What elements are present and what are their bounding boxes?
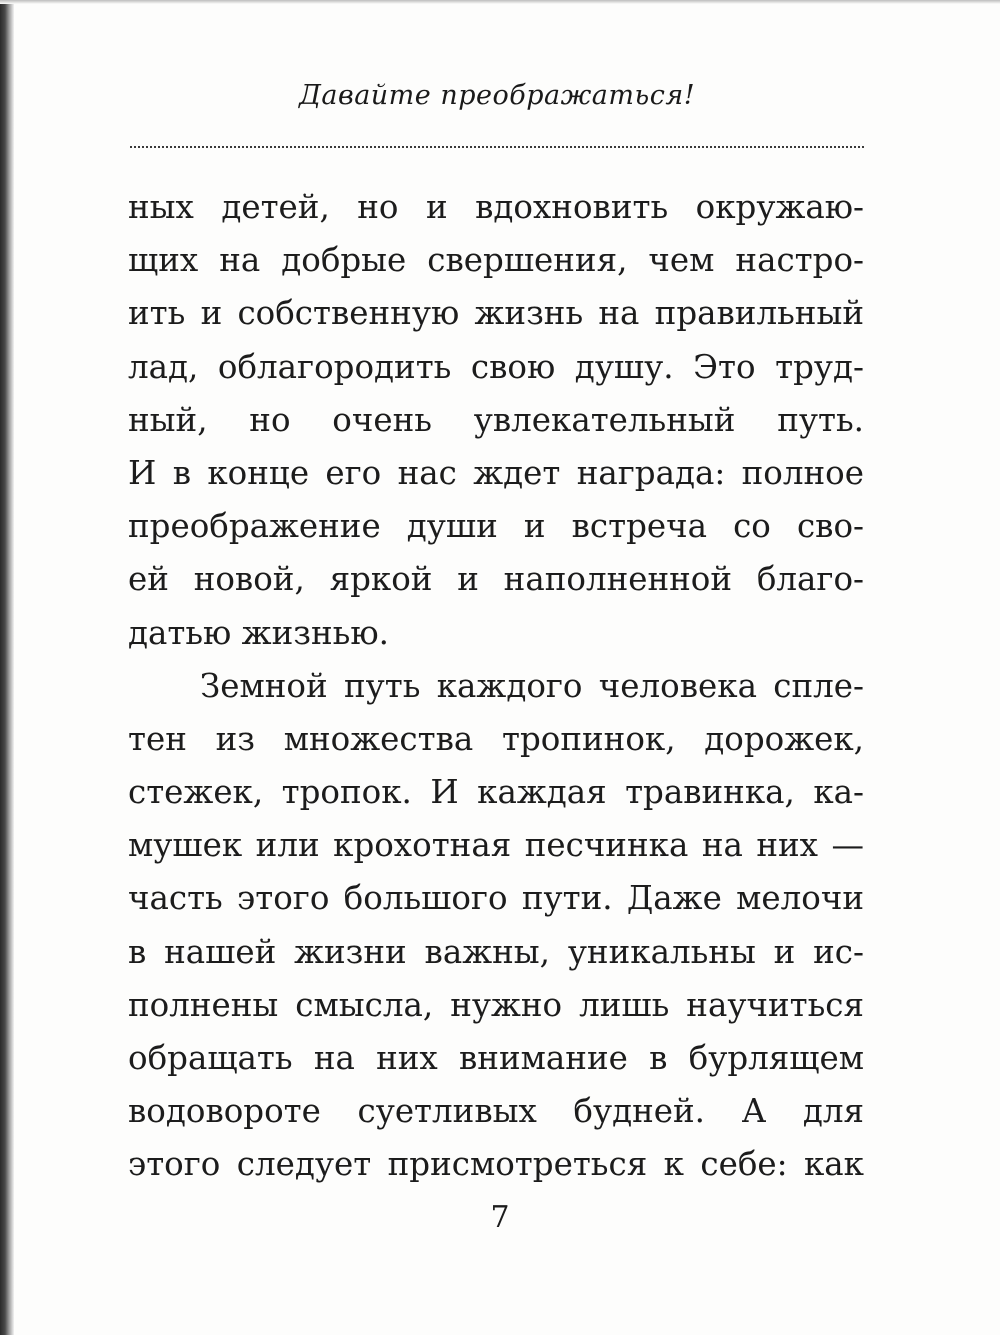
text-line-15: в нашей жизни важны, уникальны и ис- <box>128 932 864 971</box>
running-title: Давайте преображаться! <box>298 80 696 111</box>
scan-edge-left <box>0 0 14 1335</box>
text-line-11: тен из множества тропинок, дорожек, <box>128 719 864 758</box>
page-number: 7 <box>490 1200 510 1235</box>
text-line-10: Земной путь каждого человека спле- <box>200 666 864 705</box>
text-line-7: преображение души и встреча со сво- <box>128 507 864 546</box>
text-line-13: мушек или крохотная песчинка на них — <box>128 826 864 865</box>
body-text <box>128 181 864 1192</box>
text-line-1: ных детей, но и вдохновить окружаю- <box>128 188 864 226</box>
text-line-16: полнены смысла, нужно лишь научиться <box>128 985 864 1024</box>
text-line-18: водовороте суетливых будней. А для <box>128 1092 864 1131</box>
text-line-8: ей новой, яркой и наполненной благо- <box>128 560 864 599</box>
header-dotted-rule <box>130 146 864 148</box>
text-line-3: ить и собственную жизнь на правильный <box>128 294 864 333</box>
text-line-6: И в конце его нас ждет награда: полное <box>128 453 864 492</box>
text-line-4: лад, облагородить свою душу. Это труд- <box>128 347 864 386</box>
page-header <box>130 72 864 152</box>
text-line-5: ный, но очень увлекательный путь. <box>128 400 864 439</box>
text-line-14: часть этого большого пути. Даже мелочи <box>128 879 864 918</box>
text-line-17: обращать на них внимание в бурлящем <box>128 1039 864 1077</box>
text-line-2: щих на добрые свершения, чем настро- <box>128 241 864 280</box>
scan-edge-top <box>0 0 1000 4</box>
text-line-19: этого следует присмотреться к себе: как <box>128 1145 864 1184</box>
text-line-12: стежек, тропок. И каждая травинка, ка- <box>128 773 864 812</box>
text-line-9: датью жизнью. <box>128 613 389 652</box>
